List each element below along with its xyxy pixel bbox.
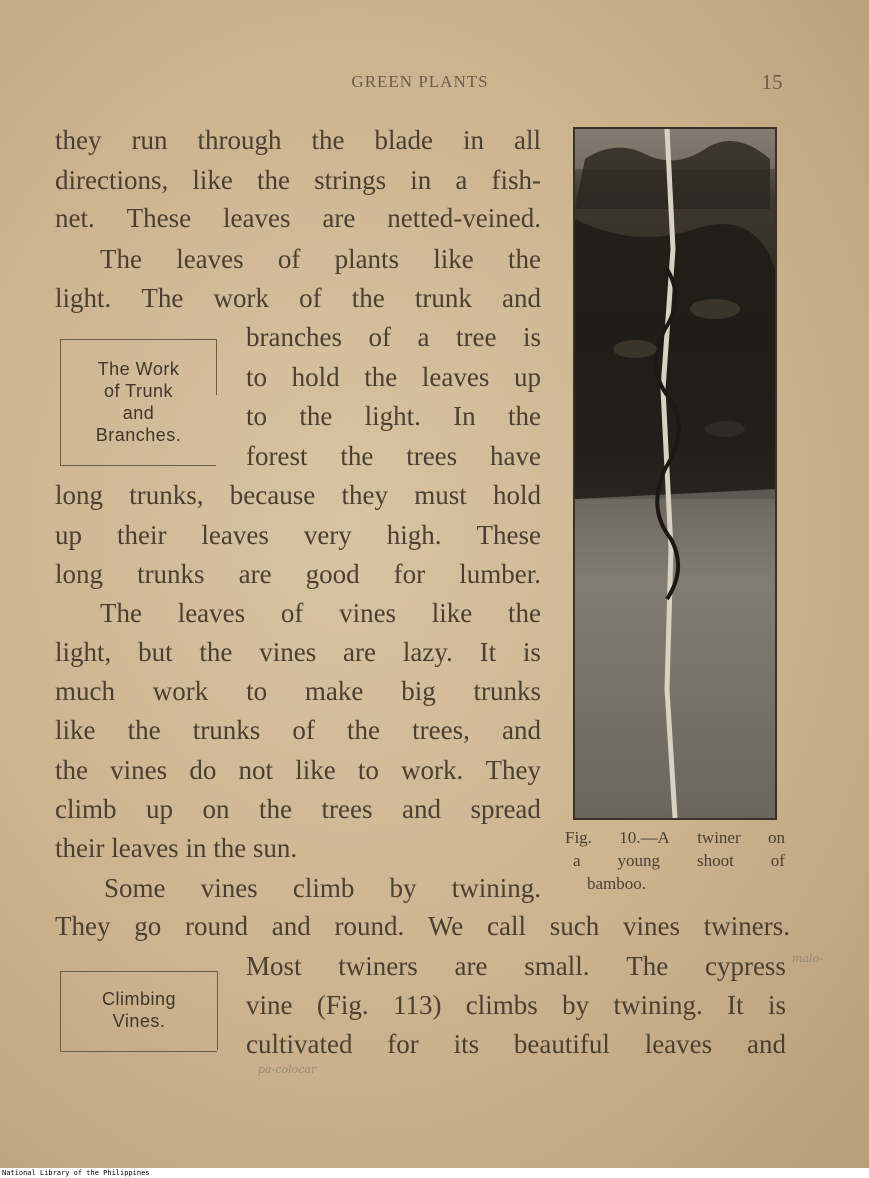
word: to	[246, 401, 268, 431]
figure-photo-drawing	[575, 129, 775, 818]
word: do	[189, 755, 217, 785]
word: trunk	[414, 283, 472, 313]
word: by	[389, 873, 417, 903]
word: work	[213, 283, 269, 313]
word: These	[476, 520, 541, 550]
word: to	[357, 755, 379, 785]
word: blade	[374, 125, 433, 155]
word: We	[427, 911, 464, 941]
sidenote-label	[61, 358, 216, 446]
caption-word: a	[573, 851, 581, 870]
word: the	[507, 401, 541, 431]
word: like	[192, 165, 233, 195]
caption-word: on	[767, 828, 785, 847]
sidenote-label	[61, 988, 217, 1032]
word: the	[311, 125, 345, 155]
body-line	[55, 282, 541, 314]
body-line	[246, 361, 541, 393]
body-line	[55, 793, 541, 825]
word: In	[453, 401, 476, 431]
word: because	[229, 480, 316, 510]
caption-word: shoot	[696, 851, 734, 870]
word: spread	[470, 794, 541, 824]
word: make	[304, 676, 364, 706]
word: of	[368, 322, 391, 352]
body-line	[246, 989, 786, 1021]
word: are	[454, 951, 488, 981]
footer-bar	[0, 1168, 869, 1178]
word: they	[341, 480, 388, 510]
word: the	[299, 401, 333, 431]
body-line	[55, 519, 541, 551]
word: Most	[246, 951, 302, 981]
caption-word: Fig.	[565, 828, 592, 847]
word: The	[100, 244, 142, 274]
body-line	[55, 124, 541, 156]
photo-leaf	[613, 340, 657, 358]
word: branches	[246, 322, 342, 352]
word: leaves	[644, 1029, 713, 1059]
page-number: 15	[761, 70, 783, 94]
word: of	[299, 283, 322, 313]
body-line	[246, 1028, 786, 1060]
word: the	[351, 283, 385, 313]
caption-word: of	[770, 851, 785, 870]
word: go	[134, 911, 162, 941]
word: trunks	[137, 559, 205, 589]
word: forest	[246, 441, 308, 471]
caption-line	[565, 849, 785, 872]
word: like	[431, 598, 473, 628]
running-header: GREEN PLANTS	[351, 72, 489, 91]
word: vines	[259, 637, 317, 667]
word: Some	[104, 873, 166, 903]
word: up	[146, 794, 173, 824]
word: netted-veined.	[387, 203, 541, 233]
word: plants	[334, 244, 400, 274]
word: strings	[314, 165, 387, 195]
word: vines	[623, 911, 681, 941]
word: trees	[406, 441, 458, 471]
word: the	[127, 715, 161, 745]
body-line	[55, 675, 541, 707]
word: high.	[386, 520, 442, 550]
sidenote-line: of Trunk	[103, 381, 174, 401]
word: (Fig.	[316, 990, 369, 1020]
body-line	[55, 754, 541, 786]
caption-line	[565, 872, 785, 895]
sidenote-box	[60, 339, 216, 466]
word: in	[410, 165, 432, 195]
word: and	[271, 911, 311, 941]
word: they	[55, 125, 102, 155]
word: vine	[246, 990, 293, 1020]
sidenote-line: Climbing	[101, 989, 177, 1009]
word: the	[259, 794, 292, 824]
word: the	[507, 244, 541, 274]
word: light,	[55, 637, 112, 667]
body-line	[246, 440, 541, 472]
word: leaves	[223, 203, 291, 233]
word: directions,	[55, 165, 169, 195]
body-line	[55, 202, 541, 234]
sidenote-box	[60, 971, 217, 1052]
body-line	[55, 479, 541, 511]
word: light.	[364, 401, 421, 431]
figure-photo	[573, 127, 777, 820]
word: but	[138, 637, 173, 667]
sidenote-line: and	[122, 403, 155, 423]
word: The	[141, 283, 184, 313]
word: It	[479, 637, 497, 667]
word: hold	[291, 362, 340, 392]
body-line	[55, 636, 541, 668]
word: The	[100, 598, 142, 628]
sidenote-line: Vines.	[112, 1011, 166, 1031]
word: cypress	[704, 951, 786, 981]
word: the	[256, 165, 290, 195]
word: round.	[334, 911, 405, 941]
body-line	[55, 910, 790, 942]
word: all	[514, 125, 541, 155]
word: tree	[455, 322, 497, 352]
word: like	[295, 755, 336, 785]
word: trunks	[192, 715, 261, 745]
word: trees,	[412, 715, 470, 745]
word: cultivated	[246, 1029, 353, 1059]
word: twining.	[451, 873, 541, 903]
caption-word: 10.—A	[619, 828, 670, 847]
word: round	[184, 911, 248, 941]
body-line	[246, 950, 786, 982]
word: on	[202, 794, 230, 824]
body-line	[100, 243, 541, 275]
word: good	[305, 559, 360, 589]
word: work	[152, 676, 209, 706]
body-line	[246, 400, 541, 432]
word: the	[55, 755, 88, 785]
word: long	[55, 559, 104, 589]
word: to	[246, 362, 268, 392]
word: much	[55, 676, 115, 706]
word: They	[55, 911, 111, 941]
word: like	[433, 244, 474, 274]
word: climbs	[465, 990, 538, 1020]
word: leaves	[201, 520, 269, 550]
word: vines	[339, 598, 397, 628]
body-line	[246, 321, 541, 353]
word: trees	[321, 794, 373, 824]
figure-caption	[565, 826, 785, 895]
body-line	[55, 164, 541, 196]
word: 113)	[392, 990, 442, 1020]
word: is	[767, 990, 786, 1020]
word: to	[246, 676, 268, 706]
caption-line	[565, 826, 785, 849]
word: run	[131, 125, 168, 155]
word: leaves	[176, 244, 244, 274]
word: They	[485, 755, 541, 785]
word: twiners.	[703, 911, 790, 941]
word: big	[401, 676, 436, 706]
word: climb	[292, 873, 355, 903]
word: by	[562, 990, 590, 1020]
word: for	[393, 559, 426, 589]
word: leaves	[421, 362, 490, 392]
word: small.	[524, 951, 590, 981]
word: through	[197, 125, 282, 155]
word: not	[238, 755, 274, 785]
word: a	[455, 165, 468, 195]
word: like	[55, 715, 96, 745]
word: and	[502, 283, 541, 313]
sidenote-line: Branches.	[95, 425, 182, 445]
photo-leaf	[690, 299, 740, 319]
word: up	[514, 362, 541, 392]
word: twiners	[338, 951, 418, 981]
word: for	[387, 1029, 419, 1059]
word: the	[364, 362, 398, 392]
word: their	[116, 520, 167, 550]
word: lazy.	[402, 637, 453, 667]
word: the	[507, 598, 541, 628]
handwritten-note: pa-colocar	[258, 1063, 317, 1076]
photo-foliage	[575, 219, 775, 499]
caption-text: bamboo.	[587, 874, 647, 893]
caption-word: twiner	[697, 828, 741, 847]
word: vines	[110, 755, 168, 785]
word: and	[401, 794, 441, 824]
word: These	[126, 203, 192, 233]
word: have	[490, 441, 541, 471]
word: its	[453, 1029, 480, 1059]
body-line	[55, 558, 541, 590]
word: hold	[492, 480, 541, 510]
word: and	[501, 715, 541, 745]
word: the	[199, 637, 233, 667]
word: is	[522, 637, 541, 667]
word: fish-	[491, 165, 541, 195]
body-line	[100, 597, 541, 629]
word: and	[746, 1029, 786, 1059]
word: is	[522, 322, 541, 352]
word: twining.	[613, 990, 703, 1020]
word: are	[322, 203, 356, 233]
photo-leaf	[705, 421, 745, 437]
word: the	[347, 715, 380, 745]
body-line	[104, 872, 541, 904]
word: must	[414, 480, 467, 510]
word: It	[727, 990, 744, 1020]
word: leaves	[177, 598, 246, 628]
word: work.	[401, 755, 464, 785]
word: lumber.	[459, 559, 541, 589]
line-text: their leaves in the sun.	[55, 833, 298, 863]
footer-credit: National Library of the Philippines	[2, 1169, 150, 1177]
word: such	[549, 911, 600, 941]
word: very	[303, 520, 352, 550]
handwritten-note: malo-	[792, 952, 823, 965]
body-line	[55, 714, 541, 746]
word: The	[626, 951, 669, 981]
word: a	[417, 322, 430, 352]
word: vines	[200, 873, 258, 903]
word: light.	[55, 283, 112, 313]
word: of	[280, 598, 304, 628]
word: beautiful	[513, 1029, 610, 1059]
word: climb	[55, 794, 117, 824]
sidenote-line: The Work	[97, 359, 180, 379]
word: the	[340, 441, 374, 471]
word: call	[487, 911, 527, 941]
word: net.	[55, 203, 95, 233]
word: in	[462, 125, 484, 155]
word: of	[292, 715, 315, 745]
word: up	[55, 520, 82, 550]
word: of	[277, 244, 301, 274]
caption-word: young	[617, 851, 661, 870]
word: are	[238, 559, 272, 589]
word: long	[55, 480, 104, 510]
body-line	[55, 832, 541, 864]
word: are	[343, 637, 376, 667]
word: trunks	[473, 676, 541, 706]
word: trunks,	[129, 480, 204, 510]
